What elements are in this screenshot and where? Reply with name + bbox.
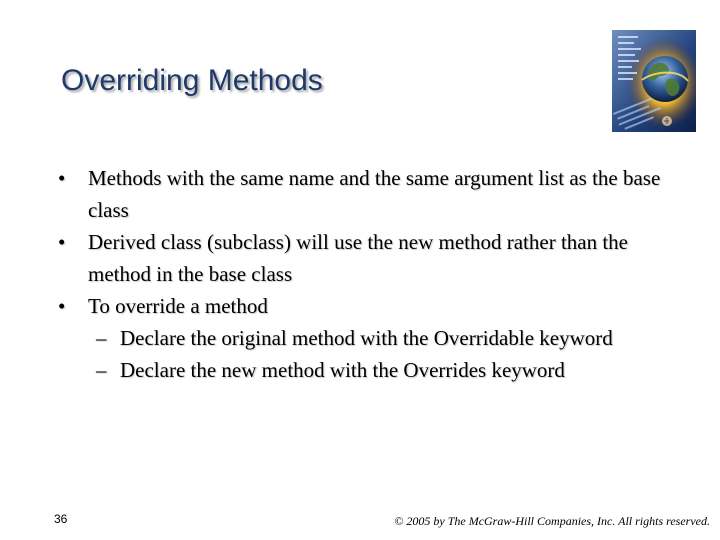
bullet-marker: • xyxy=(58,230,66,254)
bullet-text: To override a method xyxy=(88,294,268,318)
copyright-footer: © 2005 by The McGraw-Hill Companies, Inc. All rights reserved. xyxy=(394,514,710,528)
slide-title: Overriding Methods xyxy=(61,64,323,97)
bullet-item xyxy=(58,290,678,322)
sub-bullet-item xyxy=(58,322,678,354)
bullet-item xyxy=(58,226,678,290)
page-number: 36 xyxy=(54,512,68,526)
bullet-text: Derived class (subclass) will use the new method rather than the method in the base class xyxy=(88,230,629,286)
bullet-marker: • xyxy=(58,294,66,318)
bullet-item xyxy=(58,162,678,226)
sub-bullet-marker: – xyxy=(96,358,107,382)
sub-bullet-text: Declare the original method with the Overridable keyword xyxy=(120,326,613,350)
sub-bullet-item xyxy=(58,354,678,386)
bullet-list xyxy=(58,162,678,386)
sub-bullet-marker: – xyxy=(96,326,107,350)
bullet-marker: • xyxy=(58,166,66,190)
bullet-text: Methods with the same name and the same argument list as the base class xyxy=(88,166,661,222)
globe-code-icon xyxy=(612,30,696,132)
sub-bullet-text: Declare the new method with the Overrides keyword xyxy=(120,358,565,382)
